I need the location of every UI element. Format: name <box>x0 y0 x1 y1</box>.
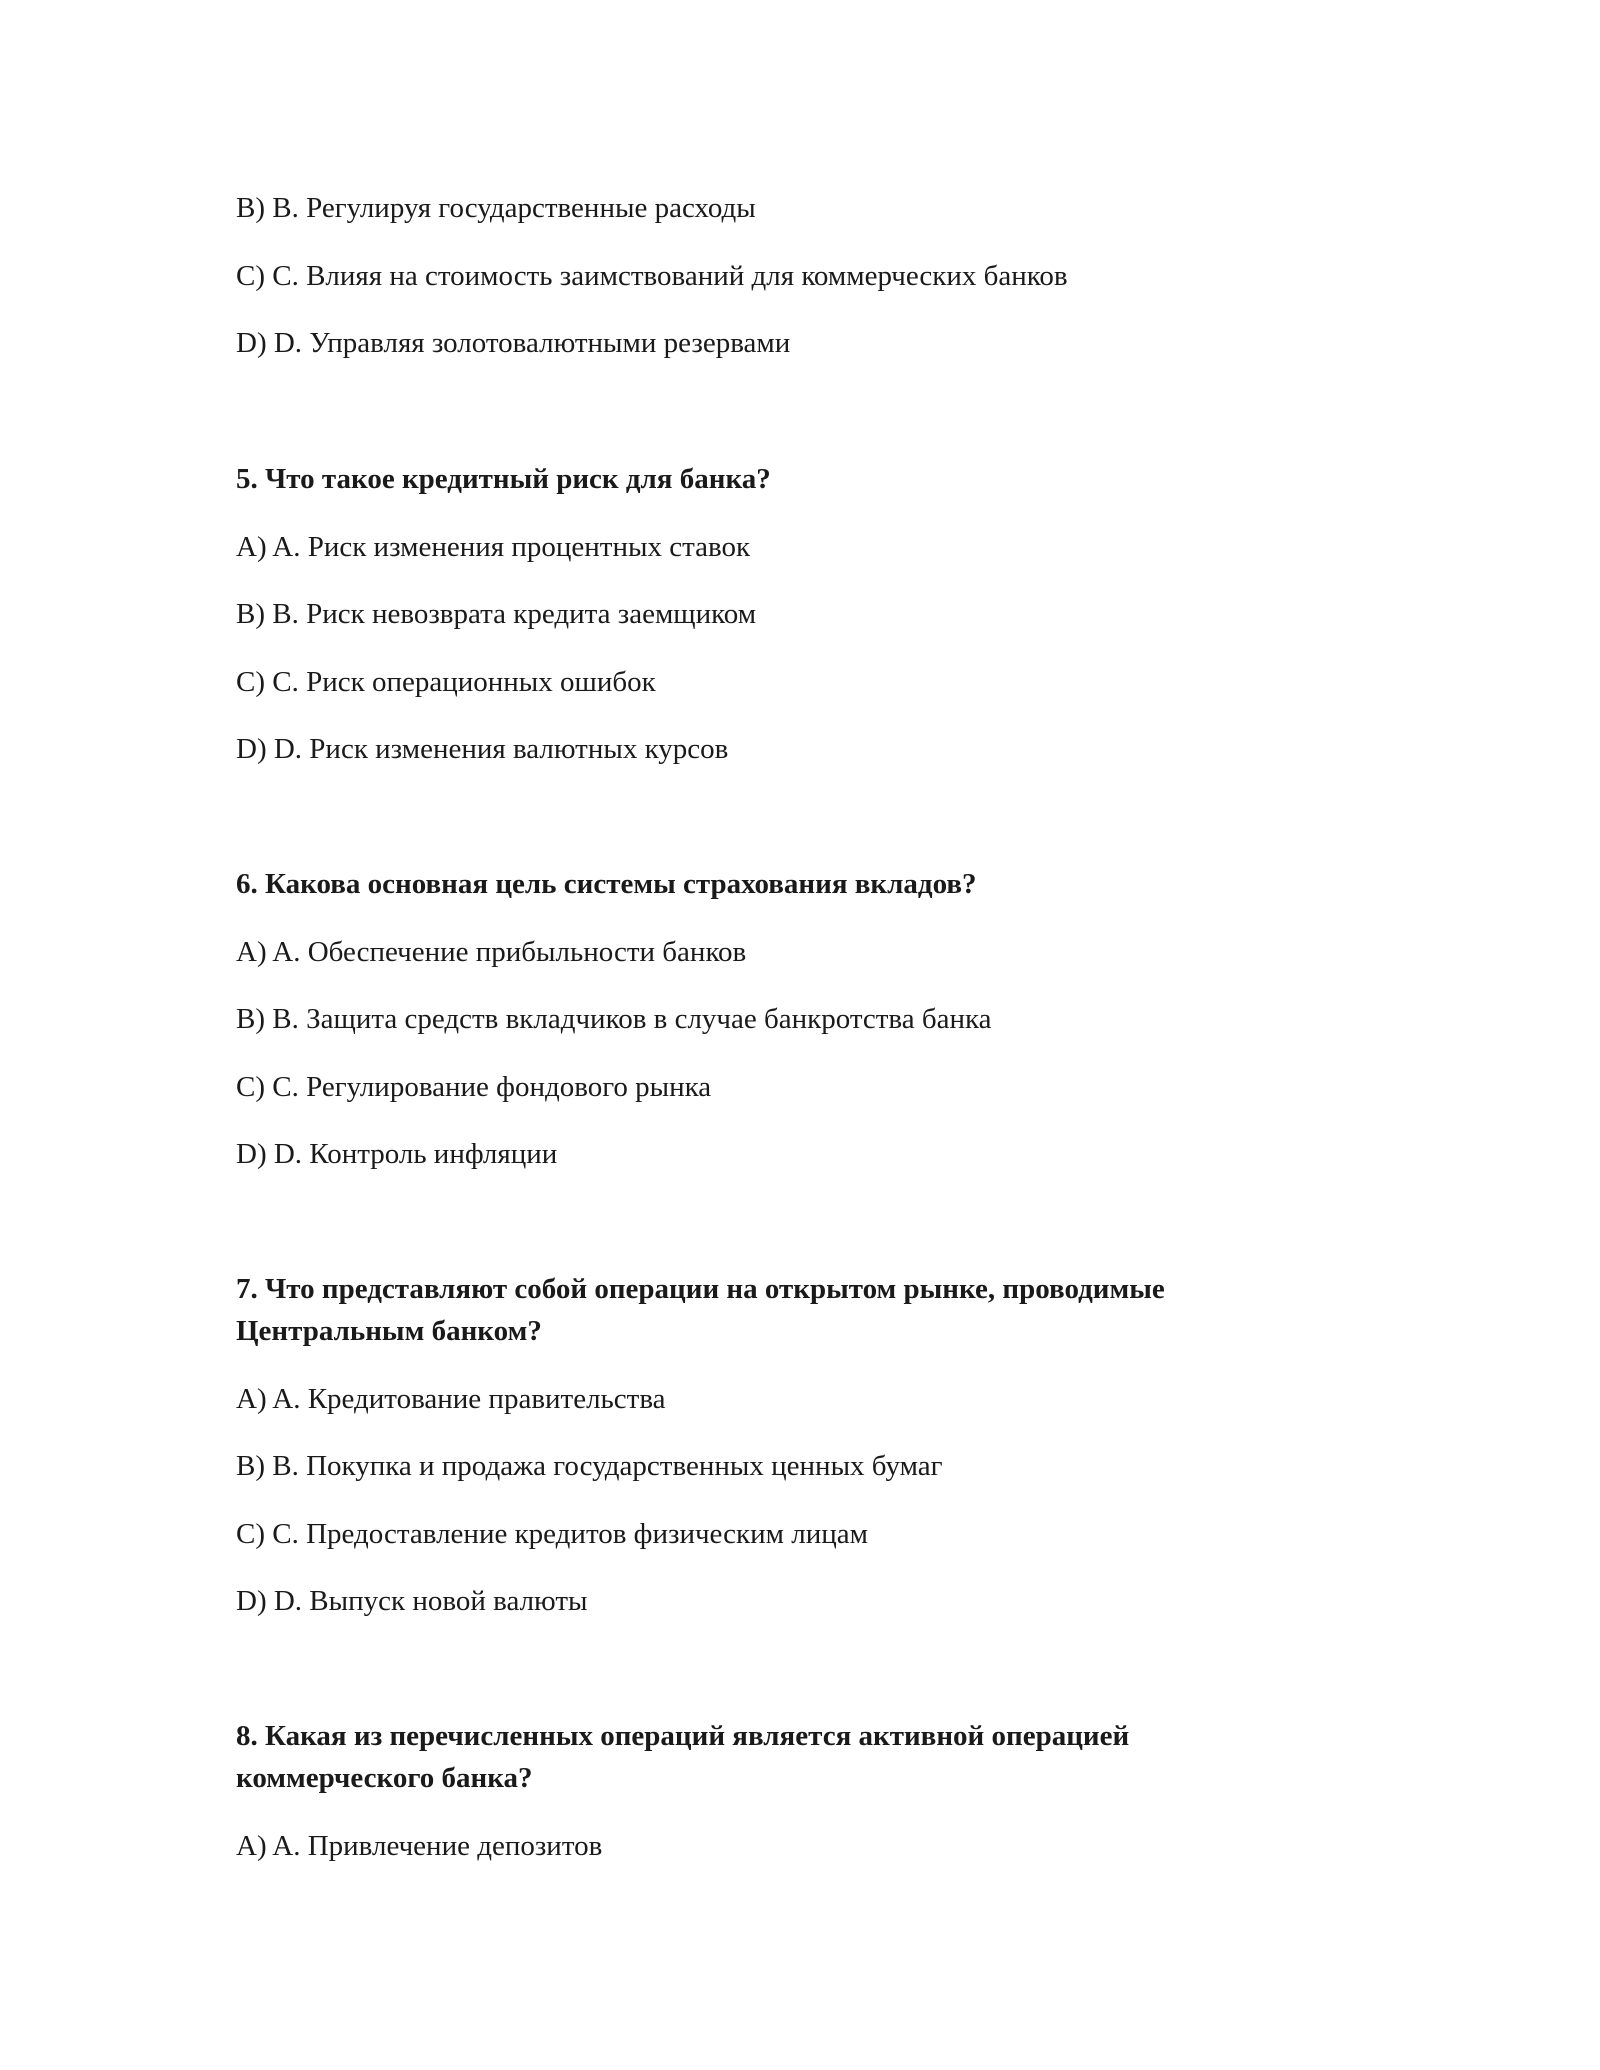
q7-option-d: D) D. Выпуск новой валюты <box>236 1585 588 1617</box>
q5-option-c: C) C. Риск операционных ошибок <box>236 666 656 698</box>
question-8-line-2: коммерческого банка? <box>236 1762 533 1794</box>
q8-option-a: A) A. Привлечение депозитов <box>236 1830 603 1862</box>
option-d: D) D. Управляя золотовалютными резервами <box>236 327 791 359</box>
option-c: C) C. Влияя на стоимость заимствований для коммерческих банков <box>236 260 1068 292</box>
q6-option-d: D) D. Контроль инфляции <box>236 1138 558 1170</box>
q7-option-a: A) A. Кредитование правительства <box>236 1383 666 1415</box>
question-6: 6. Какова основная цель системы страхования вкладов? <box>236 868 977 900</box>
q5-option-b: B) B. Риск невозврата кредита заемщиком <box>236 598 757 630</box>
question-8-line-1: 8. Какая из перечисленных операций является активной операцией <box>236 1720 1130 1752</box>
q6-option-c: C) C. Регулирование фондового рынка <box>236 1071 712 1103</box>
q7-option-c: C) C. Предоставление кредитов физическим лицам <box>236 1518 868 1550</box>
question-7-line-1: 7. Что представляют собой операции на открытом рынке, проводимые <box>236 1273 1165 1305</box>
question-7-line-2: Центральным банком? <box>236 1315 542 1347</box>
question-5: 5. Что такое кредитный риск для банка? <box>236 463 771 495</box>
q5-option-d: D) D. Риск изменения валютных курсов <box>236 733 729 765</box>
q7-option-b: B) B. Покупка и продажа государственных ценных бумаг <box>236 1450 943 1482</box>
q5-option-a: A) A. Риск изменения процентных ставок <box>236 531 751 563</box>
q6-option-a: A) A. Обеспечение прибыльности банков <box>236 936 747 968</box>
option-b: B) B. Регулируя государственные расходы <box>236 192 756 224</box>
q6-option-b: B) B. Защита средств вкладчиков в случае банкротства банка <box>236 1003 992 1035</box>
